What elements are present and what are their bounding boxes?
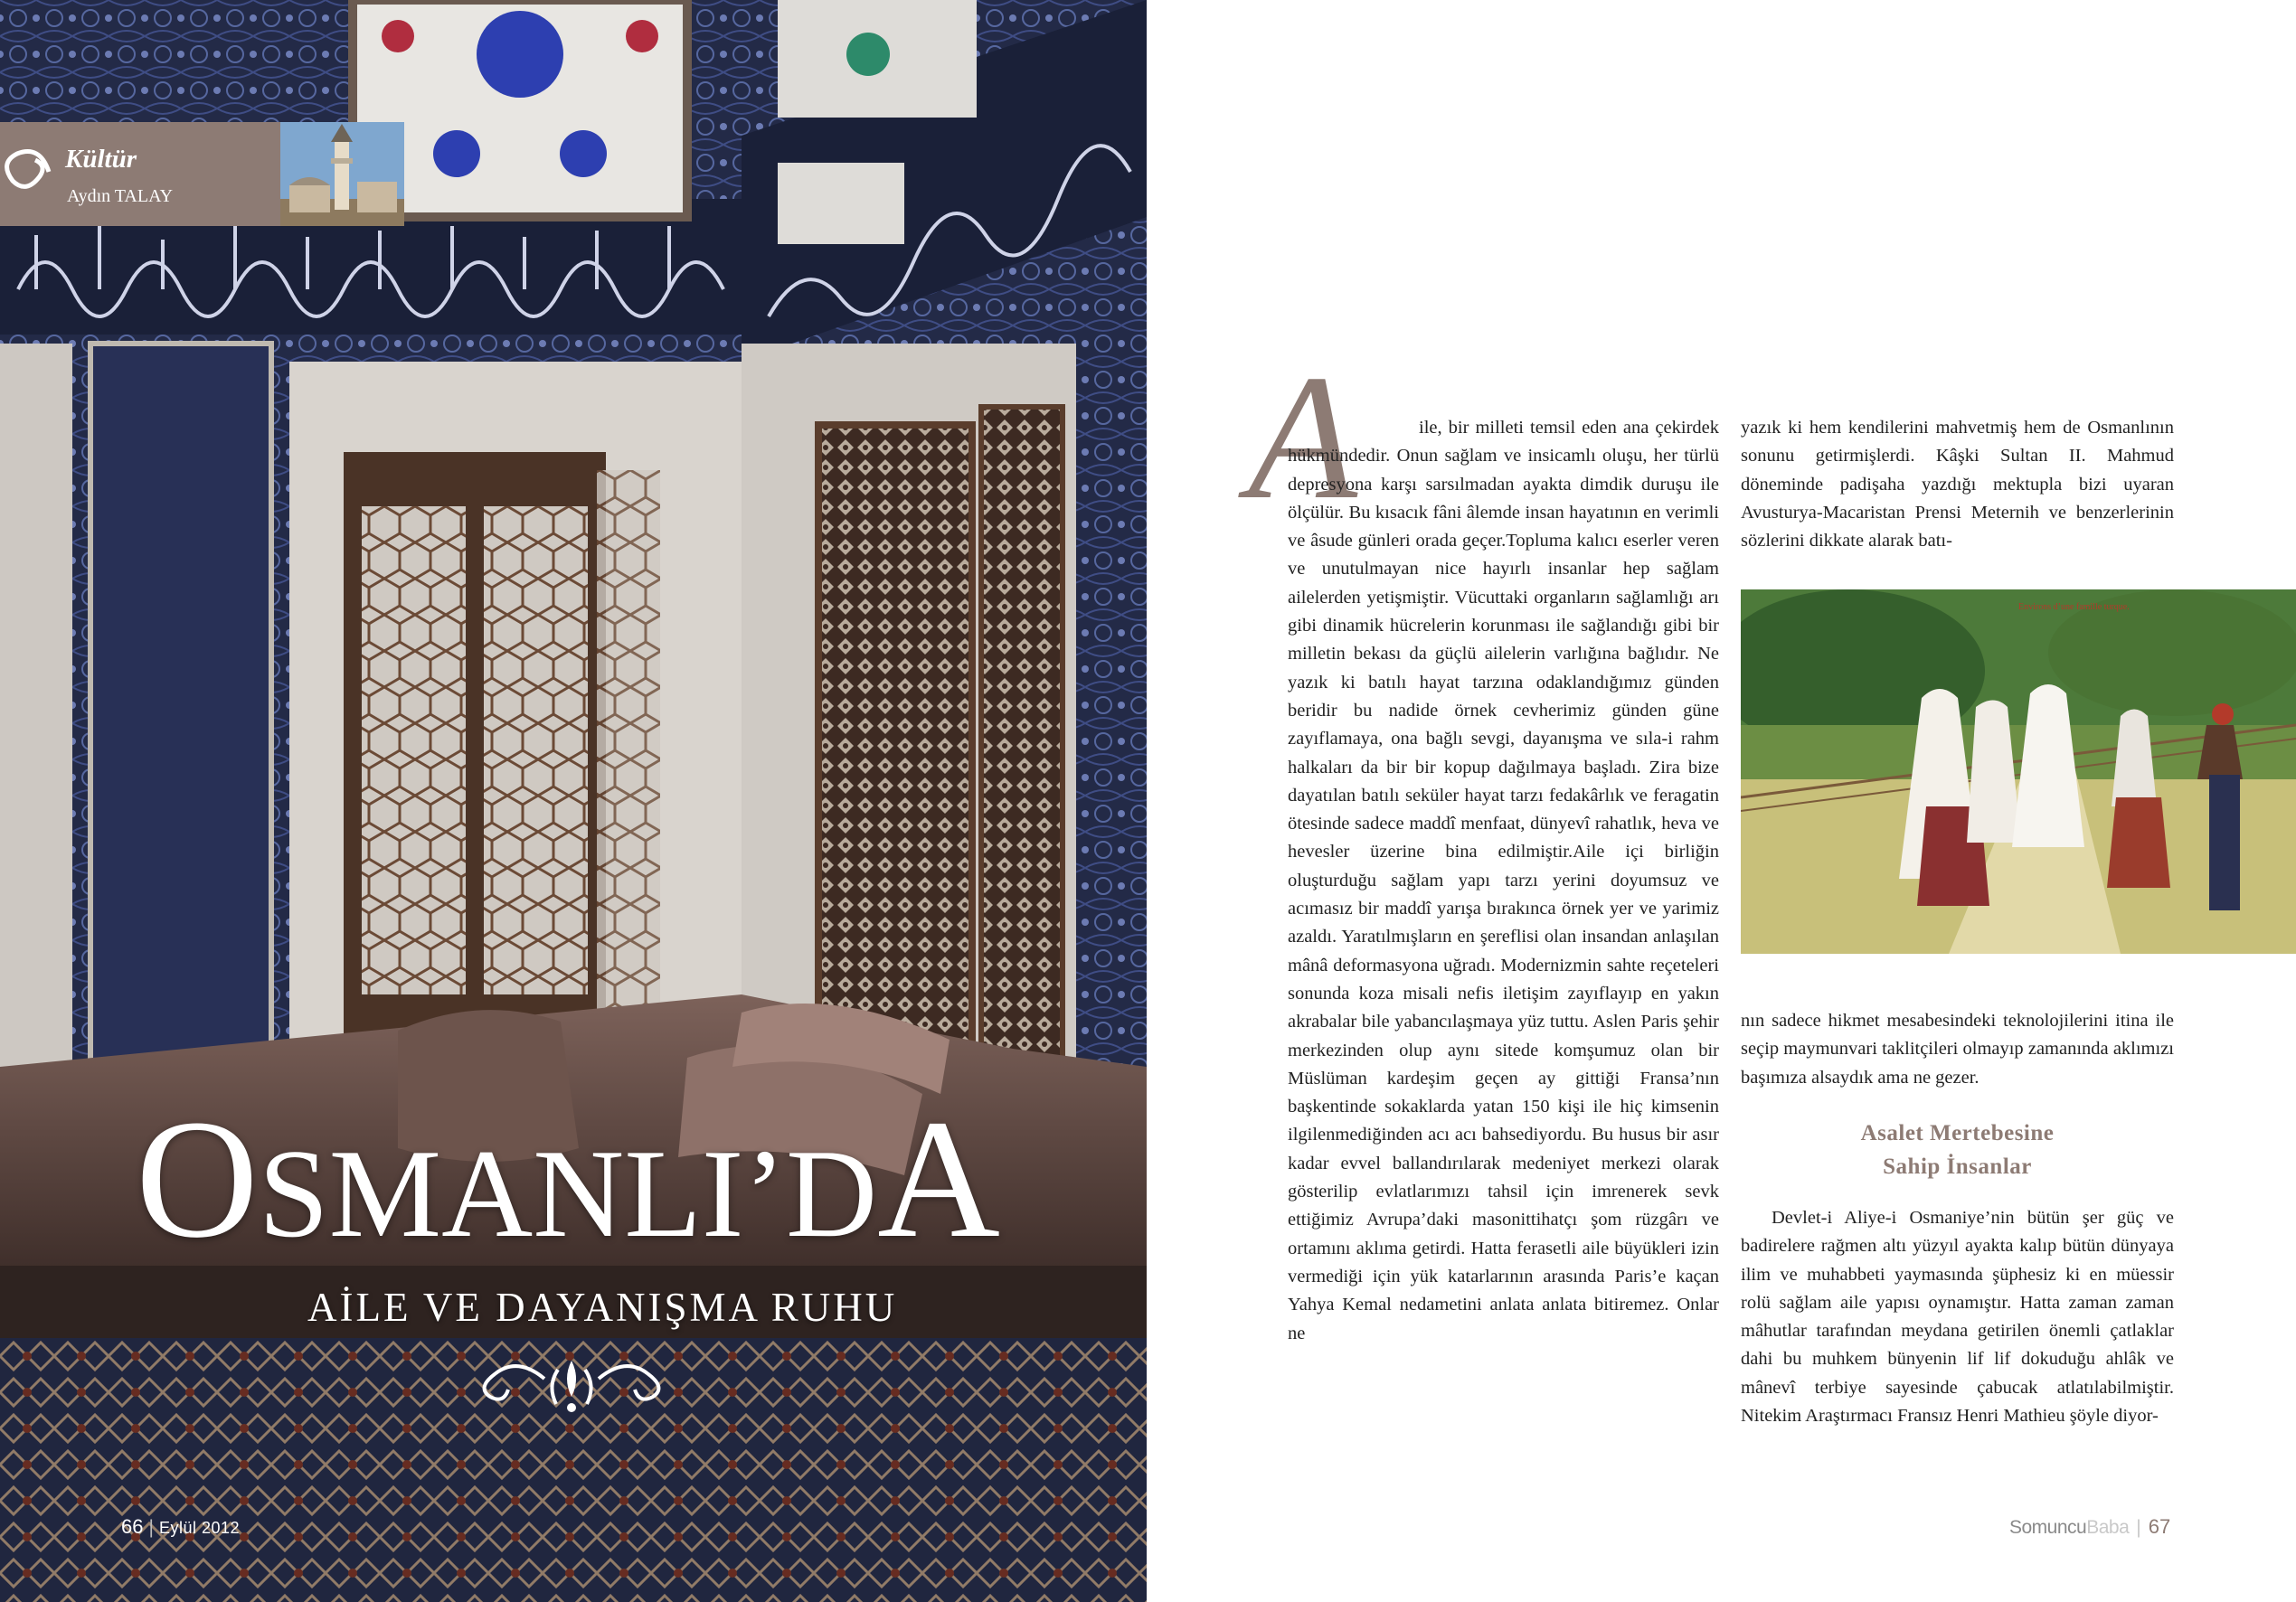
section-label: Kültür: [65, 145, 137, 174]
title-body: SMANLI’D: [258, 1124, 878, 1264]
column-2-mid-text: nın sadece hikmet mesabesindeki teknolojilerini itina ile seçip maymunvari taklitçileri olmayıp zamanında aklımızı başımıza alsaydık ama ne gezer.: [1741, 1011, 2174, 1088]
drop-cap: A: [1248, 338, 1357, 536]
title-cap-o: O: [136, 1084, 259, 1273]
postcard-caption: Environs d’une famille turque.: [2018, 602, 2130, 612]
folio-separator-right: |: [2136, 1517, 2141, 1538]
mosque-thumbnail: [280, 122, 404, 226]
folio-separator: |: [148, 1517, 154, 1538]
article-column-2-top: [1741, 414, 2174, 555]
article-column-2-bottom: [1741, 1204, 2174, 1430]
turkish-family-postcard: [1741, 589, 2296, 954]
column-2-bottom-text: Devlet-i Aliye-i Osmaniye’nin bütün şer güç ve badirelere rağmen altı yüzyıl ayakta kalıp bütün dünyaya ilim ve muhabbeti yaymasında şüphesiz ki en müessir rolü sağlam aile yapısı oynamıştır. Hatta zaman zaman mâhutlar tarafından meydana getirilen önemli çatlaklar dahi bu muhkem bünyenin lif lif dokuduğu ahlâk ve mânevî terbiye sayesinde çabucak atlatılabilmiştir. Nitekim Araştırmacı Fransız Henri Mathieu şöyle diyor-: [1741, 1208, 2174, 1427]
article-subtitle: AİLE VE DAYANIŞMA RUHU: [307, 1285, 898, 1330]
article-column-1: [1288, 414, 1719, 1348]
article-column-2-mid: [1741, 1007, 2174, 1092]
subheading-line-1: Asalet Mertebesine: [1860, 1121, 2055, 1145]
brand-part-1: Somuncu: [2009, 1517, 2087, 1538]
title-cap-a: A: [877, 1084, 1000, 1273]
brand-part-2: Baba: [2086, 1517, 2130, 1538]
right-folio: [2009, 1515, 2170, 1539]
issue-date: Eylül 2012: [158, 1519, 241, 1537]
mosque-tower-image: [280, 122, 404, 226]
right-page-number: 67: [2148, 1515, 2171, 1538]
swirl-ornament-icon: [4, 136, 58, 208]
section-subheading: [1741, 1117, 2174, 1183]
article-title: [136, 1084, 1040, 1273]
column-2-top-text: yazık ki hem kendilerini mahvetmiş hem de Osmanlının sonunu getirmişlerdi. Kâşki Sultan II. Mahmud döneminde padişaha yazdığı mektupla bizi uyaran Avusturya-Macaristan Prensi Meternih ve benzerlerinin sözlerini dikkate alarak batı-: [1741, 418, 2174, 551]
column-1-text: ile, bir milleti temsil eden ana çekirdek hükmündedir. Onun sağlam ve insicamlı oluşu, her türlü depresyona karşı sarsılmadan ayakta dimdik duruşu ile ölçülür. Bu kısacık fâni âlemde insan hayatının en verimli ve âsude günleri orada geçer.Topluma kalıcı eserler veren ve unutulmayan nice hayırlı insanlar hep sağlam ailelerden yetişmiştir. Vücuttaki organların sağlamlığı arı gibi dinamik hücrelerin korunması ile sağlandığı gibi bir milletin bekası da güçlü ailelerin varlığına bağlıdır. Ne yazık ki batılı hayat tarzına odaklandığımız günden beridir bu nadide örnek cevherimiz günden güne zayıflamaya, ona bağlı sevgi, dayanışma ve sıla-i rahm halkaları da bir bir kopup dağılmaya başladı. Zira bize dayatılan batılı seküler hayat tarzı fedakârlık ve feragatin ötesinde sadece maddî menfaat, dünyevî rahatlık, heva ve hevesler üzerine bina edilmiştir.Aile içi birliğin oluşturduğu sağlam yapı tarzı yerini doyumsuz ve acımasız bir maddî yarışa bırakınca örnek yer ve yarimiz azaldı. Yaratılmışların en şereflisi olan insandan anlaşılan mânâ deformasyona uğradı. Modernizmin sahte reçeteleri sonunda koza misali nefis iletişim zayıflayıp en yakın akrabalar bile yabancılaşmaya yüz tuttu. Aslen Paris şehir merkezinden olup aynı sitede komşumuz olan bir Müslüman kardeşim geçen ay gittiği Fransa’nın başkentinde sokaklarda yatan 150 kişi ile hiç kimsenin ilgilenmediğinden acı acı bahsediyordu. Bu husus bir asır kadar evvel ballandırılarak medeniyet merkezi olarak gösterilip evlatlarımızı tahsil için imrenerek sevk ettiğimiz Avrupa’daki masonittihatçı şom rüzgârı ve ortamını aklıma getirdi. Hatta ferasetli aile büyükleri izin vermediği için yük katarlarının arasında Paris’e kaçan Yahya Kemal nedametini anlata anlata bitiremez. Onlar ne: [1288, 418, 1719, 1343]
magazine-brand: [2009, 1517, 2129, 1538]
left-folio: [121, 1515, 240, 1539]
left-page-number: 66: [121, 1515, 144, 1538]
postcard-image: [1741, 589, 2296, 954]
author-name: Aydın TALAY: [67, 186, 174, 206]
subheading-line-2: Sahip İnsanlar: [1883, 1154, 2032, 1179]
flourish-ornament-icon: [472, 1352, 671, 1419]
